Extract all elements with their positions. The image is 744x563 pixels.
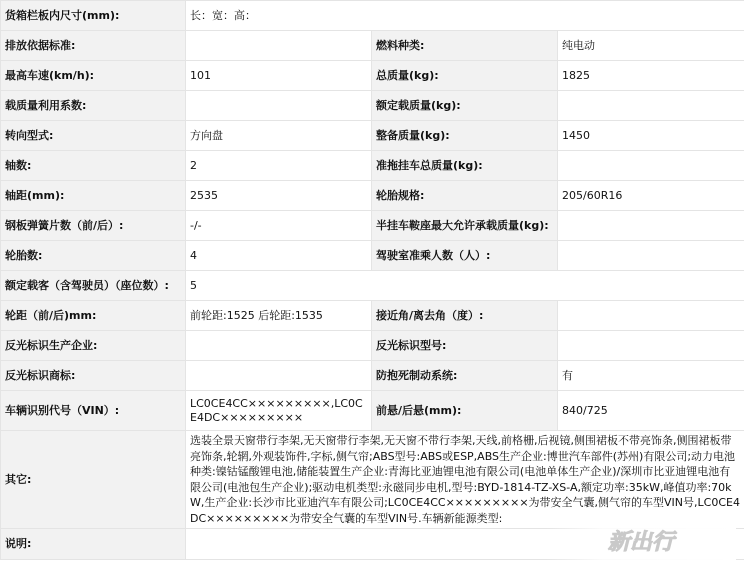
row-speed-mass bbox=[1, 61, 744, 91]
label-load-coefficient: 载质量利用系数: bbox=[1, 91, 186, 121]
value-wheelbase: 2535 bbox=[186, 181, 372, 211]
value-other: 选装全景天窗带行李架,无天窗带行李架,无天窗不带行李架,天线,前格栅,后视镜,侧围裙板不带亮饰条,侧围裙板带亮饰条,轮辋,外观装饰件,字标,侧气帘;ABS型号:ABS或ESP,ABS生产企业:博世汽车部件(苏州)有限公司;动力电池种类:镍钴锰酸锂电池,储能装置生产企业:青海比亚迪锂电池有限公司(电池单体生产企业)/深圳市比亚迪锂电池有限公司(电池包生产企业);驱动电机类型:永磁同步电机,型号:BYD-1814-TZ-XS-A,额定功率:35kW,峰值功率:70kW,生产企业:长沙市比亚迪汽车有限公司;LC0CE4CC×××××××××为带安全气囊,侧气帘的车型VIN号,LC0CE4DC×××××××××为带安全气囊的车型VIN号.车辆新能源类型: bbox=[186, 431, 744, 529]
label-tire-count: 轮胎数: bbox=[1, 241, 186, 271]
label-cab-capacity: 驾驶室准乘人数（人）: bbox=[372, 241, 558, 271]
watermark bbox=[546, 520, 736, 562]
row-load-coefficient bbox=[1, 91, 744, 121]
value-track-width: 前轮距:1525 后轮距:1535 bbox=[186, 301, 372, 331]
row-springs-saddle bbox=[1, 211, 744, 241]
value-axle-count: 2 bbox=[186, 151, 372, 181]
label-overhang: 前悬/后悬(mm): bbox=[372, 391, 558, 431]
row-emission-fuel bbox=[1, 31, 744, 61]
value-reflector-maker bbox=[186, 331, 372, 361]
value-abs: 有 bbox=[558, 361, 744, 391]
label-total-mass: 总质量(kg): bbox=[372, 61, 558, 91]
row-rated-passengers bbox=[1, 271, 744, 301]
value-approach-departure bbox=[558, 301, 744, 331]
label-notes: 说明: bbox=[1, 529, 186, 560]
watermark-logo bbox=[581, 524, 701, 558]
value-cab-capacity bbox=[558, 241, 744, 271]
value-fuel-type: 纯电动 bbox=[558, 31, 744, 61]
label-fuel-type: 燃料种类: bbox=[372, 31, 558, 61]
value-total-mass: 1825 bbox=[558, 61, 744, 91]
value-rated-passengers: 5 bbox=[186, 271, 744, 301]
value-steering-type: 方向盘 bbox=[186, 121, 372, 151]
row-tires-cab bbox=[1, 241, 744, 271]
label-abs: 防抱死制动系统: bbox=[372, 361, 558, 391]
label-other: 其它: bbox=[1, 431, 186, 529]
label-rated-load: 额定载质量(kg): bbox=[372, 91, 558, 121]
row-wheelbase-tire bbox=[1, 181, 744, 211]
row-vin-overhang bbox=[1, 391, 744, 431]
value-leaf-springs: -/- bbox=[186, 211, 372, 241]
label-reflector-brand: 反光标识商标: bbox=[1, 361, 186, 391]
label-leaf-springs: 钢板弹簧片数（前/后）: bbox=[1, 211, 186, 241]
value-tire-count: 4 bbox=[186, 241, 372, 271]
label-steering-type: 转向型式: bbox=[1, 121, 186, 151]
value-overhang: 840/725 bbox=[558, 391, 744, 431]
label-saddle-load: 半挂车鞍座最大允许承载质量(kg): bbox=[372, 211, 558, 241]
value-max-speed: 101 bbox=[186, 61, 372, 91]
row-other bbox=[1, 431, 744, 529]
row-steering-curb bbox=[1, 121, 744, 151]
value-load-coefficient bbox=[186, 91, 372, 121]
value-reflector-model bbox=[558, 331, 744, 361]
label-cargo-box: 货箱栏板内尺寸(mm): bbox=[1, 1, 186, 31]
row-axles-trailer bbox=[1, 151, 744, 181]
label-curb-mass: 整备质量(kg): bbox=[372, 121, 558, 151]
row-track-angles bbox=[1, 301, 744, 331]
row-reflector-maker bbox=[1, 331, 744, 361]
label-wheelbase: 轴距(mm): bbox=[1, 181, 186, 211]
label-emission-standard: 排放依据标准: bbox=[1, 31, 186, 61]
value-emission-standard bbox=[186, 31, 372, 61]
label-vin: 车辆识别代号（VIN）: bbox=[1, 391, 186, 431]
watermark-text: 新出行 bbox=[607, 530, 675, 555]
row-cargo-box bbox=[1, 1, 744, 31]
value-vin: LC0CE4CC×××××××××,LC0CE4DC××××××××× bbox=[186, 391, 372, 431]
label-trailer-mass: 准拖挂车总质量(kg): bbox=[372, 151, 558, 181]
label-axle-count: 轴数: bbox=[1, 151, 186, 181]
label-max-speed: 最高车速(km/h): bbox=[1, 61, 186, 91]
label-reflector-maker: 反光标识生产企业: bbox=[1, 331, 186, 361]
value-rated-load bbox=[558, 91, 744, 121]
label-approach-departure: 接近角/离去角（度）: bbox=[372, 301, 558, 331]
value-saddle-load bbox=[558, 211, 744, 241]
value-reflector-brand bbox=[186, 361, 372, 391]
value-curb-mass: 1450 bbox=[558, 121, 744, 151]
row-reflector-abs bbox=[1, 361, 744, 391]
value-trailer-mass bbox=[558, 151, 744, 181]
value-cargo-box: 长：宽：高： bbox=[186, 1, 744, 31]
value-tire-spec: 205/60R16 bbox=[558, 181, 744, 211]
label-rated-passengers: 额定载客（含驾驶员）（座位数）: bbox=[1, 271, 186, 301]
label-reflector-model: 反光标识型号: bbox=[372, 331, 558, 361]
label-tire-spec: 轮胎规格: bbox=[372, 181, 558, 211]
label-track-width: 轮距（前/后)mm: bbox=[1, 301, 186, 331]
